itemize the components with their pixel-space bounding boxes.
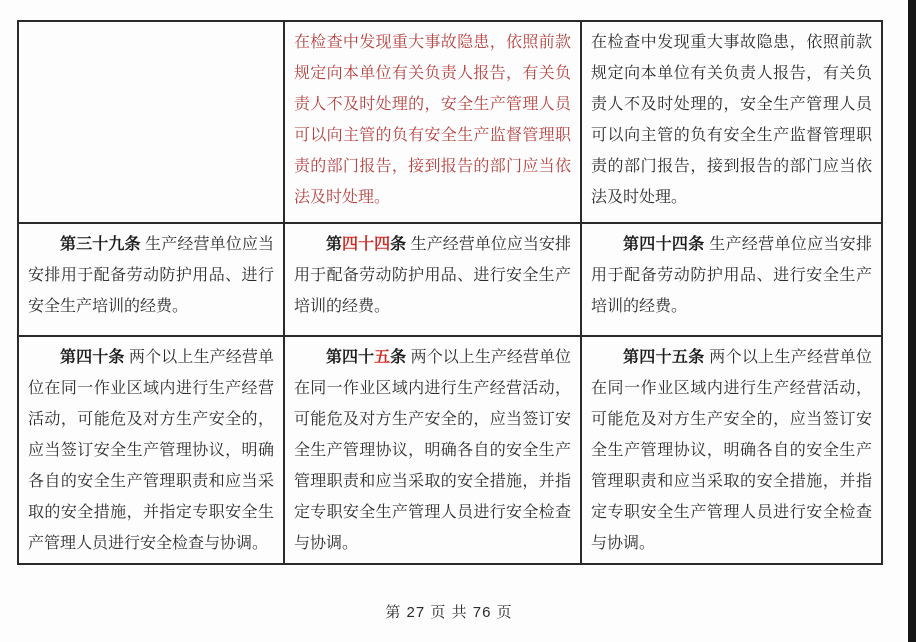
article-number-suffix: 条 [390,349,407,366]
cell-r2-old-law [18,223,284,336]
law-article-paragraph [28,342,274,559]
law-article-paragraph [294,229,571,322]
article-body: 两个以上生产经营单位在同一作业区域内进行生产经营活动，可能危及对方生产安全的，应当签订安全生产管理协议，明确各自的安全生产管理职责和应当采取的安全措施，并指定专职安全生产管理人员进行安全检查与协调。 [591,349,872,552]
law-article-paragraph [294,342,571,559]
article-number-changed: 五 [374,349,391,366]
article-number-suffix: 条 [390,236,407,253]
cell-r3-new-law [581,336,882,564]
table-row [18,336,882,564]
article-body: 生产经营单位应当安排用于配备劳动防护用品、进行安全生产培训的经费。 [591,236,872,315]
cell-r1-new-law [581,21,882,223]
article-body: 两个以上生产经营单位在同一作业区域内进行生产经营活动，可能危及对方生产安全的，应当签订安全生产管理协议，明确各自的安全生产管理职责和应当采取的安全措施，并指定专职安全生产管理人员进行安全检查与协调。 [294,349,571,552]
page-number-indicator: 第 27 页 共 76 页 [385,604,513,621]
article-number: 第四十条 [60,349,125,366]
cell-r2-revision-draft [284,223,581,336]
law-article-paragraph [591,342,872,559]
clause-text: 在检查中发现重大事故隐患，依照前款规定向本单位有关负责人报告，有关负责人不及时处理的，安全生产管理人员可以向主管的负有安全生产监督管理职责的部门报告，接到报告的部门应当依法及时处理。 [294,34,571,206]
law-article-paragraph [28,229,274,322]
clause-text: 在检查中发现重大事故隐患，依照前款规定向本单位有关负责人报告，有关负责人不及时处理的，安全生产管理人员可以向主管的负有安全生产监督管理职责的部门报告，接到报告的部门应当依法及时处理。 [591,34,872,206]
cell-r3-revision-draft [284,336,581,564]
article-number: 第三十九条 [60,236,141,253]
law-clause-paragraph [294,27,571,213]
article-number-prefix: 第 [326,236,343,253]
cell-r2-new-law [581,223,882,336]
law-clause-paragraph [591,27,872,213]
law-comparison-table [17,20,883,565]
article-number-prefix: 第四十 [326,349,375,366]
article-number-changed: 四十四 [342,236,391,253]
page-right-edge-shadow [908,0,916,642]
law-article-paragraph [591,229,872,322]
article-body: 两个以上生产经营单位在同一作业区域内进行生产经营活动，可能危及对方生产安全的，应当签订安全生产管理协议，明确各自的安全生产管理职责和应当采取的安全措施，并指定专职安全生产管理人员进行安全检查与协调。 [28,349,274,552]
table-row [18,223,882,336]
table-row [18,21,882,223]
cell-r1-revision-draft [284,21,581,223]
article-body: 生产经营单位应当安排用于配备劳动防护用品、进行安全生产培训的经费。 [294,236,571,315]
cell-r1-old-law-empty [18,21,284,223]
article-body: 生产经营单位应当安排用于配备劳动防护用品、进行安全生产培训的经费。 [28,236,274,315]
article-number: 第四十五条 [623,349,705,366]
article-number: 第四十四条 [623,236,705,253]
cell-r3-old-law [18,336,284,564]
